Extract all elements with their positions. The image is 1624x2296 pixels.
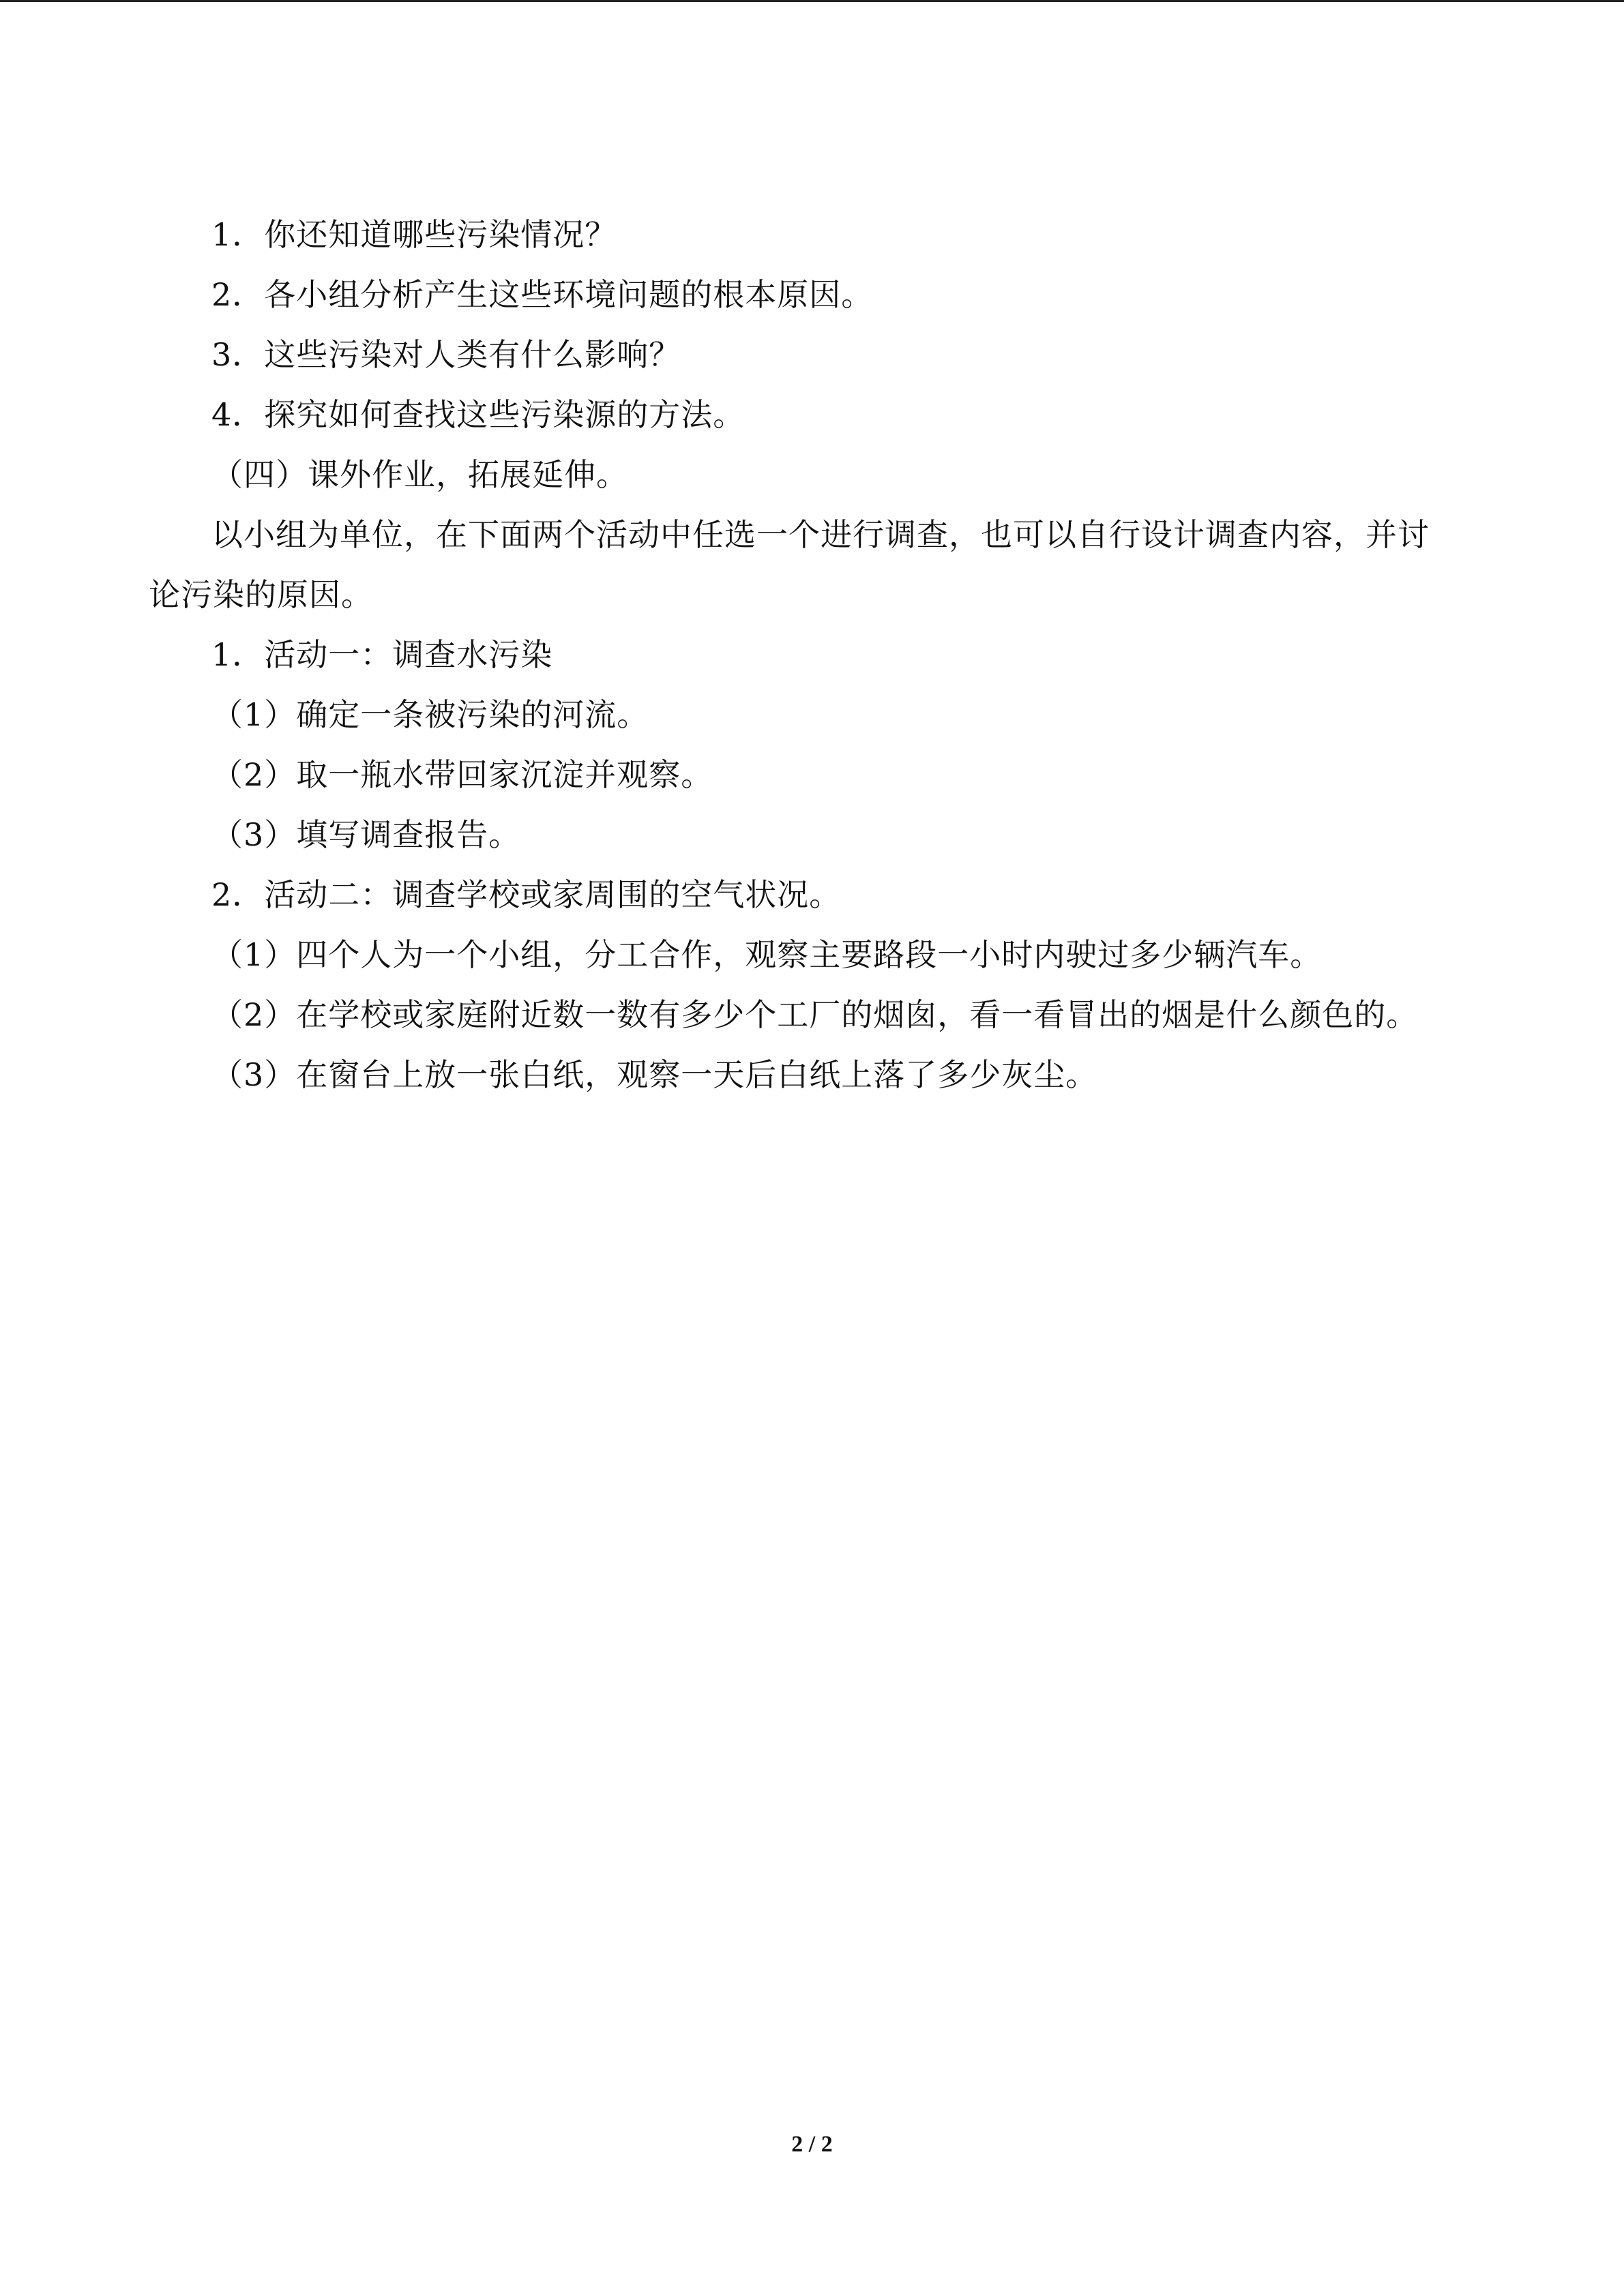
question-1: 1．你还知道哪些污染情况？ [211,216,617,253]
section-heading-homework: （四）课外作业，拓展延伸。 [211,456,628,493]
paragraph-intro-line-1: 以小组为单位，在下面两个活动中任选一个进行调查，也可以自行设计调查内容，并讨 [211,516,1430,553]
document-body [149,205,1475,1105]
top-border-line [0,0,1624,2]
activity-2-title: 2．活动二：调查学校或家周围的空气状况。 [211,876,842,913]
question-3: 3．这些污染对人类有什么影响？ [211,336,681,373]
activity-2-step-3: （3）在窗台上放一张白纸，观察一天后白纸上落了多少灰尘。 [211,1056,1098,1093]
question-2: 2．各小组分析产生这些环境问题的根本原因。 [211,276,874,313]
activity-1-step-2: （2）取一瓶水带回家沉淀并观察。 [211,756,713,793]
activity-2-step-1: （1）四个人为一个小组，分工合作，观察主要路段一小时内驶过多少辆汽车。 [211,936,1323,973]
activity-1-title: 1．活动一：调查水污染 [211,636,553,673]
question-4: 4．探究如何查找这些污染源的方法。 [211,396,745,433]
page-number: 2 / 2 [791,2132,833,2157]
paragraph-intro-line-2: 论污染的原因。 [149,576,373,613]
activity-1-step-1: （1）确定一条被污染的河流。 [211,696,649,733]
activity-2-step-2: （2）在学校或家庭附近数一数有多少个工厂的烟囱，看一看冒出的烟是什么颜色的。 [211,996,1419,1033]
activity-1-step-3: （3）填写调查报告。 [211,816,521,853]
